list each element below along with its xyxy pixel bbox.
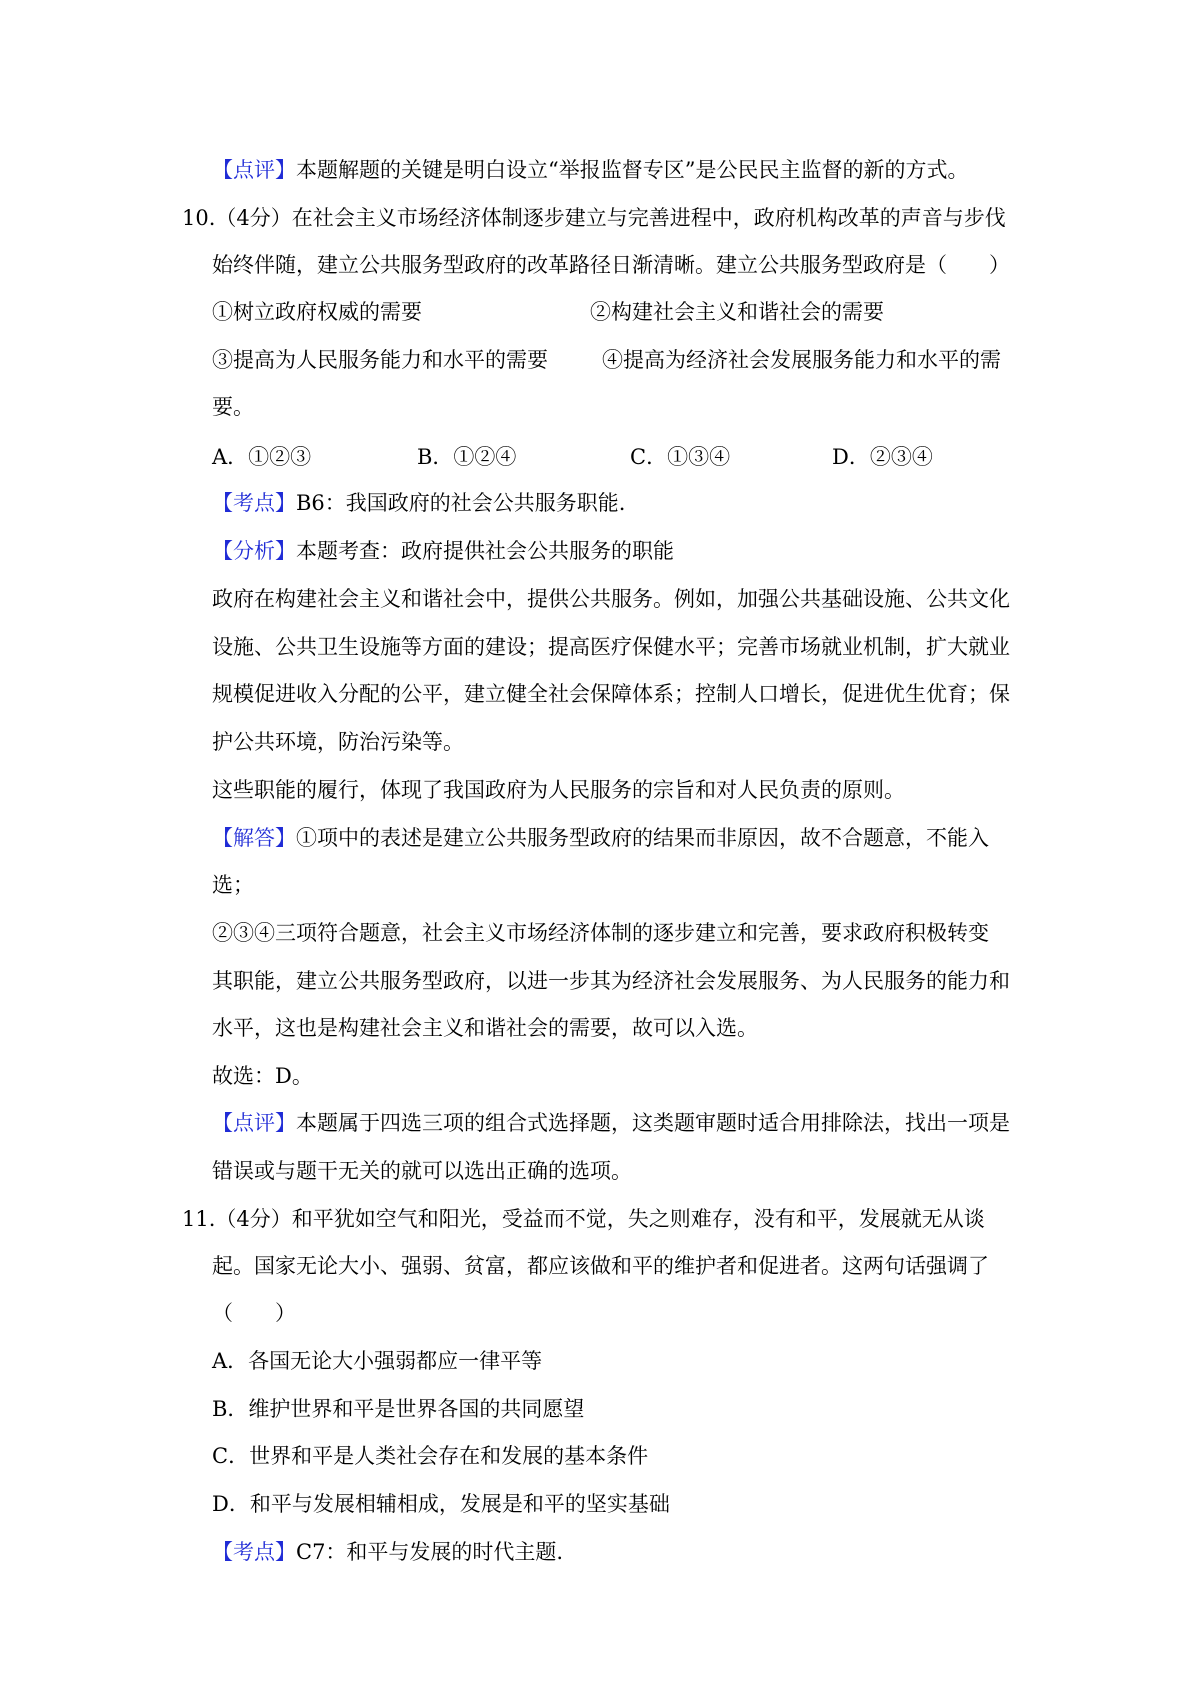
fenxi-tag: 【分析】 [212,539,296,563]
knowledge-point [212,1537,563,1567]
question-stem: 起。国家无论大小、强弱、贫富，都应该做和平的维护者和促进者。这两句话强调了 [212,1254,989,1278]
comment-line: 错误或与题干无关的就可以选出正确的选项。 [212,1159,632,1183]
analysis-line: 设施、公共卫生设施等方面的建设；提高医疗保健水平；完善市场就业机制，扩大就业 [212,635,1010,659]
solution-heading [212,823,989,853]
comment-heading [212,1108,1010,1138]
question-stem: 始终伴随，建立公共服务型政府的改革路径日渐清晰。建立公共服务型政府是（ ） [212,253,1010,277]
option-b: B．维护世界和平是世界各国的共同愿望 [212,1397,585,1421]
option-c: C．①③④ [630,445,731,469]
jieda-tag: 【解答】 [212,826,296,850]
analysis-line: 护公共环境，防治污染等。 [212,730,464,754]
analysis-line: 这些职能的履行，体现了我国政府为人民服务的宗旨和对人民负责的原则。 [212,778,905,802]
option-b: B．①②④ [417,445,517,469]
comment-tag: 【点评】 [212,158,296,182]
answer-options [212,442,1032,472]
knowledge-point [212,488,625,518]
final-answer: 故选：D。 [212,1064,313,1088]
option-a: A．①②③ [212,445,312,469]
analysis-heading [212,536,674,566]
solution-line: ②③④三项符合题意，社会主义市场经济体制的逐步建立和完善，要求政府积极转变 [212,921,989,945]
statement-item: ④提高为经济社会发展服务能力和水平的需 [602,348,1001,372]
jieda-text: ①项中的表述是建立公共服务型政府的结果而非原因，故不合题意，不能入 [296,826,989,850]
dianping-text: 本题属于四选三项的组合式选择题，这类题审题时适合用排除法，找出一项是 [296,1111,1010,1135]
question-stem: 11.（4分）和平犹如空气和阳光，受益而不觉，失之则难存，没有和平，发展就无从谈 [182,1207,985,1231]
statement-item: 要。 [212,395,254,419]
question-stem: （ ） [212,1301,296,1325]
kaodian-tag: 【考点】 [212,1540,296,1564]
solution-line: 其职能，建立公共服务型政府，以进一步其为经济社会发展服务、为人民服务的能力和 [212,969,1010,993]
statement-item: ③提高为人民服务能力和水平的需要 [212,348,548,372]
kaodian-text: C7：和平与发展的时代主题. [296,1540,564,1564]
kaodian-tag: 【考点】 [212,491,296,515]
solution-line: 选； [212,873,254,897]
option-d: D．②③④ [832,445,933,469]
comment-text: 本题解题的关键是明白设立“举报监督专区”是公民民主监督的新的方式。 [296,158,969,182]
kaodian-text: B6：我国政府的社会公共服务职能. [296,491,626,515]
statement-item: ②构建社会主义和谐社会的需要 [590,300,884,324]
analysis-line: 政府在构建社会主义和谐社会中，提供公共服务。例如，加强公共基础设施、公共文化 [212,587,1010,611]
option-d: D．和平与发展相辅相成，发展是和平的坚实基础 [212,1492,670,1516]
option-a: A．各国无论大小强弱都应一律平等 [212,1349,543,1373]
fenxi-text: 本题考查：政府提供社会公共服务的职能 [296,539,674,563]
analysis-line: 规模促进收入分配的公平，建立健全社会保障体系；控制人口增长，促进优生优育；保 [212,682,1010,706]
prev-comment [212,155,968,185]
solution-line: 水平，这也是构建社会主义和谐社会的需要，故可以入选。 [212,1016,758,1040]
question-stem: 10.（4分）在社会主义市场经济体制逐步建立与完善进程中，政府机构改革的声音与步伐 [182,206,1006,230]
option-c: C．世界和平是人类社会存在和发展的基本条件 [212,1444,649,1468]
dianping-tag: 【点评】 [212,1111,296,1135]
statement-item: ①树立政府权威的需要 [212,300,422,324]
